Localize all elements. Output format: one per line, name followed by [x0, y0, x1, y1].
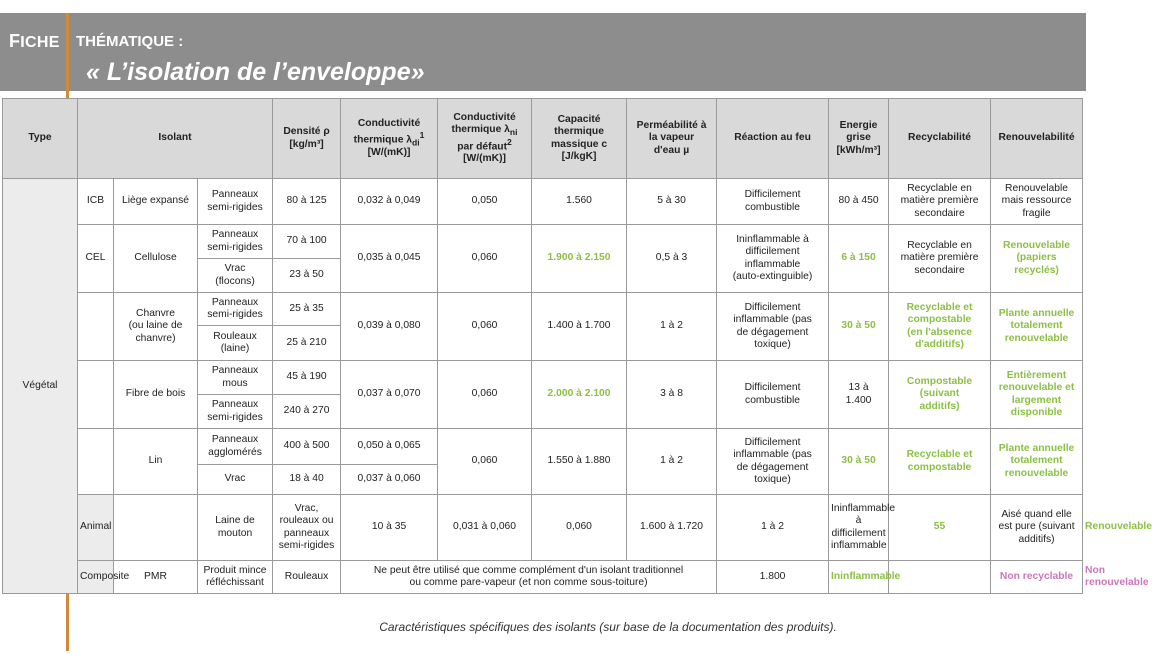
header-type: Type	[3, 99, 78, 179]
insulation-table-wrapper	[2, 98, 1152, 594]
cond-bois: 0,037 à 0,070	[341, 361, 438, 429]
densite-chanvre-1: 25 à 35	[273, 293, 341, 326]
feu-mouton: Ininflammable à difficilement inflammable	[829, 495, 889, 561]
densite-chanvre-2: 25 à 210	[273, 326, 341, 361]
header-conductivite-defaut: Conductivité thermique $\lambda_{ni}$ par défaut$^2$ [W/(mK)]	[438, 99, 532, 179]
form-bois-1: Panneaux mous	[198, 361, 273, 395]
recyc-icb: Recyclable en matière première secondaire	[889, 179, 991, 225]
code-bois	[78, 361, 114, 429]
renouv-bois: Entièrement renouvelable et largement disponible	[991, 361, 1083, 429]
feu-pmr: Ininflammable	[829, 561, 889, 594]
code-mouton	[114, 495, 198, 561]
cap-cel: 1.900 à 2.150	[532, 225, 627, 293]
cap-pmr: 1.800	[717, 561, 829, 594]
table-row	[3, 293, 1083, 326]
code-icb: ICB	[78, 179, 114, 225]
table-header-row	[3, 99, 1083, 179]
name-icb: Liège expansé	[114, 179, 198, 225]
perm-lin: 1 à 2	[627, 429, 717, 495]
densite-cel-2: 23 à 50	[273, 259, 341, 293]
energie-cel: 6 à 150	[829, 225, 889, 293]
page-title: « L’isolation de l’enveloppe»	[86, 58, 425, 86]
densite-lin-1: 400 à 500	[273, 429, 341, 465]
energie-lin: 30 à 50	[829, 429, 889, 495]
cap-chanvre: 1.400 à 1.700	[532, 293, 627, 361]
perm-mouton: 1 à 2	[717, 495, 829, 561]
name-mouton: Laine de mouton	[198, 495, 273, 561]
name-pmr: Produit mince réfléchissant	[198, 561, 273, 594]
densite-icb: 80 à 125	[273, 179, 341, 225]
code-pmr: PMR	[114, 561, 198, 594]
recyc-mouton: Aisé quand elle est pure (suivant additifs)	[991, 495, 1083, 561]
header-capacite: Capacité thermique massique c [J/kgK]	[532, 99, 627, 179]
energie-chanvre: 30 à 50	[829, 293, 889, 361]
cond-chanvre: 0,039 à 0,080	[341, 293, 438, 361]
form-pmr: Rouleaux	[273, 561, 341, 594]
cond-def-icb: 0,050	[438, 179, 532, 225]
energie-mouton: 55	[889, 495, 991, 561]
fiche-label: FICHE	[9, 31, 60, 51]
header-permeabilite: Perméabilité à la vapeur d'eau µ	[627, 99, 717, 179]
table-row: Animal Laine de mouton Vrac, rouleaux ou panneaux semi-rigides 10 à 35 0,031 à 0,060 0,060 1.600 à 1.720 1 à 2 Ininflammable à difficilement inflammable 55 Aisé quand elle est pure (suivant additifs) Renouvelable	[3, 495, 1083, 561]
feu-cel: Ininflammable à difficilement inflammable (auto-extinguible)	[717, 225, 829, 293]
recyc-cel: Recyclable en matière première secondaire	[889, 225, 991, 293]
perm-cel: 0,5 à 3	[627, 225, 717, 293]
header-recyclabilite: Recyclabilité	[889, 99, 991, 179]
energie-pmr	[889, 561, 991, 594]
table-row	[3, 179, 1083, 225]
renouv-icb: Renouvelable mais ressource fragile	[991, 179, 1083, 225]
form-bois-2: Panneaux semi-rigides	[198, 395, 273, 429]
cond-lin-2: 0,037 à 0,060	[341, 465, 438, 495]
form-cel-2: Vrac (flocons)	[198, 259, 273, 293]
feu-lin: Difficilement inflammable (pas de dégagement toxique)	[717, 429, 829, 495]
cond-def-mouton: 0,060	[532, 495, 627, 561]
cond-cel: 0,035 à 0,045	[341, 225, 438, 293]
insulation-table	[2, 98, 1152, 594]
form-chanvre-1: Panneaux semi-rigides	[198, 293, 273, 326]
header-conductivite: Conductivité thermique $\lambda_{di}^1$ [W/(mK)]	[341, 99, 438, 179]
code-chanvre	[78, 293, 114, 361]
cap-mouton: 1.600 à 1.720	[627, 495, 717, 561]
form-chanvre-2: Rouleaux (laine)	[198, 326, 273, 361]
code-cel: CEL	[78, 225, 114, 293]
perm-bois: 3 à 8	[627, 361, 717, 429]
perm-chanvre: 1 à 2	[627, 293, 717, 361]
feu-bois: Difficilement combustible	[717, 361, 829, 429]
cap-icb: 1.560	[532, 179, 627, 225]
cond-def-chanvre: 0,060	[438, 293, 532, 361]
cap-bois: 2.000 à 2.100	[532, 361, 627, 429]
renouv-cel: Renouvelable (papiers recyclés)	[991, 225, 1083, 293]
densite-lin-2: 18 à 40	[273, 465, 341, 495]
type-vegetal: Végétal	[3, 179, 78, 594]
cap-lin: 1.550 à 1.880	[532, 429, 627, 495]
form-mouton: Vrac, rouleaux ou panneaux semi-rigides	[273, 495, 341, 561]
recyc-chanvre: Recyclable et compostable (en l'absence d'additifs)	[889, 293, 991, 361]
feu-chanvre: Difficilement inflammable (pas de dégagement toxique)	[717, 293, 829, 361]
renouv-lin: Plante annuelle totalement renouvelable	[991, 429, 1083, 495]
table-row	[3, 429, 1083, 465]
form-lin-1: Panneaux agglomérés	[198, 429, 273, 465]
cond-lin-1: 0,050 à 0,065	[341, 429, 438, 465]
header-reaction-feu: Réaction au feu	[717, 99, 829, 179]
cond-def-bois: 0,060	[438, 361, 532, 429]
recyc-pmr: Non recyclable	[991, 561, 1083, 594]
thematique-label: THÉMATIQUE :	[76, 33, 184, 50]
name-cel: Cellulose	[114, 225, 198, 293]
note-pmr: Ne peut être utilisé que comme complément d'un isolant traditionnel ou comme pare-vapeur (et non comme sous-toiture)	[341, 561, 717, 594]
cond-icb: 0,032 à 0,049	[341, 179, 438, 225]
type-composite: Composite	[78, 561, 114, 594]
perm-icb: 5 à 30	[627, 179, 717, 225]
table-caption: Caractéristiques spécifiques des isolants (sur base de la documentation des produits).	[379, 620, 837, 634]
recyc-lin: Recyclable et compostable	[889, 429, 991, 495]
cond-def-cel: 0,060	[438, 225, 532, 293]
feu-icb: Difficilement combustible	[717, 179, 829, 225]
densite-cel-1: 70 à 100	[273, 225, 341, 259]
name-bois: Fibre de bois	[114, 361, 198, 429]
densite-bois-1: 45 à 190	[273, 361, 341, 395]
code-lin	[78, 429, 114, 495]
header-densite: Densité ρ [kg/m³]	[273, 99, 341, 179]
energie-icb: 80 à 450	[829, 179, 889, 225]
form-icb: Panneaux semi-rigides	[198, 179, 273, 225]
form-cel-1: Panneaux semi-rigides	[198, 225, 273, 259]
type-animal: Animal	[78, 495, 114, 561]
header-energie-grise: Energie grise [kWh/m³]	[829, 99, 889, 179]
name-chanvre: Chanvre (ou laine de chanvre)	[114, 293, 198, 361]
header-renouvelabilite: Renouvelabilité	[991, 99, 1083, 179]
form-lin-2: Vrac	[198, 465, 273, 495]
densite-bois-2: 240 à 270	[273, 395, 341, 429]
recyc-bois: Compostable (suivant additifs)	[889, 361, 991, 429]
energie-bois: 13 à 1.400	[829, 361, 889, 429]
name-lin: Lin	[114, 429, 198, 495]
densite-mouton: 10 à 35	[341, 495, 438, 561]
cond-def-lin: 0,060	[438, 429, 532, 495]
table-row	[3, 361, 1083, 395]
header-isolant: Isolant	[78, 99, 273, 179]
table-row: Composite PMR Produit mince réfléchissant Rouleaux Ne peut être utilisé que comme complément d'un isolant traditionnel ou comme pare-vapeur (et non comme sous-toiture) 1.800 Ininflammable Non recyclable Non renouvelable	[3, 561, 1083, 594]
cond-mouton: 0,031 à 0,060	[438, 495, 532, 561]
renouv-chanvre: Plante annuelle totalement renouvelable	[991, 293, 1083, 361]
table-row	[3, 225, 1083, 259]
